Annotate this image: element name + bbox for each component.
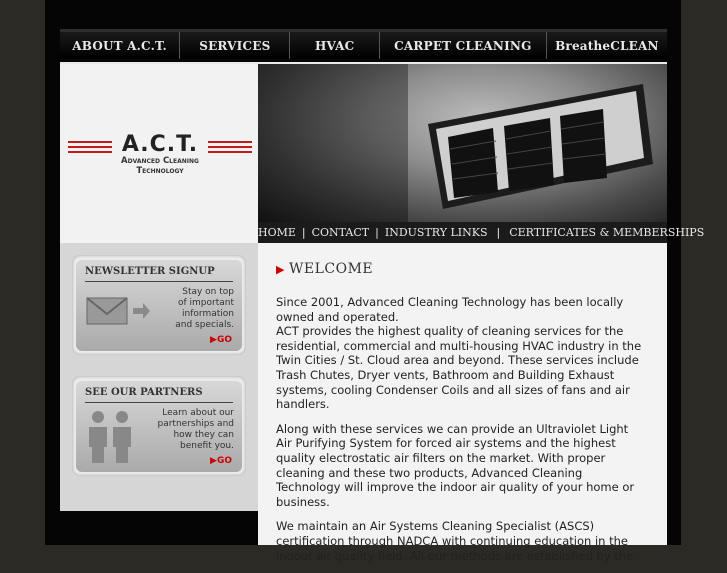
newsletter-go-button[interactable]: [210, 335, 232, 345]
logo-tagline-2: Technology: [136, 166, 184, 176]
nav-item-breatheclean[interactable]: BreatheCLEAN: [555, 38, 659, 53]
widget-text-line: benefit you.: [180, 441, 234, 451]
sub-nav: [258, 222, 705, 243]
logo-tagline-1: Advanced Cleaning: [121, 156, 199, 166]
widget-rule: [85, 281, 233, 282]
subnav-separator: |: [496, 226, 501, 239]
widget-title: NEWSLETTER SIGNUP: [85, 266, 215, 277]
widget-panel: [76, 381, 242, 472]
main-nav: [60, 29, 667, 59]
page-title: [276, 261, 373, 277]
widget-text-line: Learn about our: [162, 408, 234, 418]
nav-item-hvac[interactable]: HVAC: [290, 32, 379, 59]
nav-item-about[interactable]: ABOUT A.C.T.: [60, 32, 180, 59]
air-vent-graphic: [258, 64, 667, 222]
sidebar: [60, 243, 258, 511]
main-content: [258, 243, 667, 563]
partners-go-button[interactable]: [210, 456, 232, 466]
go-label: GO: [216, 456, 232, 466]
widget-text-line: of important: [178, 298, 234, 308]
widget-text-line: partnerships and: [157, 419, 234, 429]
hero-image: [258, 64, 667, 222]
play-arrow-icon: ▶: [210, 456, 217, 466]
envelope-icon: [85, 294, 151, 330]
widget-text-line: Stay on top: [182, 287, 234, 297]
people-icon: [85, 409, 137, 465]
widget-description: [134, 408, 234, 452]
widget-text-line: and specials.: [175, 320, 234, 330]
subnav-home[interactable]: HOME: [258, 226, 296, 239]
widget-title: SEE OUR PARTNERS: [85, 387, 203, 398]
nav-item-carpet-cleaning[interactable]: CARPET CLEANING: [380, 32, 547, 59]
widget-rule: [85, 402, 233, 403]
page-title-text: WELCOME: [288, 261, 374, 277]
paragraph: ACT provides the highest quality of cleaning services for the residential, commercial and multi-housing HVAC industry in the Twin Cities / St. Cloud area and beyond. These services include Trash Chutes, Dryer vents, Bathroom and Building Exhaust systems, cooling Condenser Coils and all sizes of fans and air handlers.: [276, 324, 642, 412]
subnav-separator: |: [375, 226, 379, 239]
widget-text-line: information: [182, 309, 234, 319]
play-arrow-icon: ▶: [210, 335, 217, 345]
subnav-separator: |: [301, 226, 306, 239]
subnav-certificates[interactable]: CERTIFICATES & MEMBERSHIPS: [509, 226, 705, 239]
nav-item-services[interactable]: SERVICES: [180, 32, 290, 59]
newsletter-signup-widget[interactable]: [72, 255, 246, 355]
logo-letters: A.C.T.: [121, 132, 199, 157]
subnav-contact[interactable]: CONTACT: [311, 226, 370, 239]
logo[interactable]: [66, 132, 254, 177]
widget-description: [154, 287, 234, 331]
play-arrow-icon: ▶: [276, 263, 285, 276]
body-text: [276, 295, 646, 573]
partners-widget[interactable]: [72, 376, 246, 476]
paragraph: Along with these services we can provide an Ultraviolet Light Air Purifying System for forced air systems and the highest quality electrostatic air filters on the market. With proper cleaning and these two products, Advanced Cleaning Technology will improve the indoor air quality of your home or business.: [276, 421, 635, 509]
subnav-industry-links[interactable]: INDUSTRY LINKS: [384, 226, 488, 239]
widget-text-line: how they can: [173, 430, 234, 440]
paragraph: We maintain an Air Systems Cleaning Specialist (ASCS) certification through NADCA with continuing education in the indoor air quality field. All our methods are established by the: [276, 519, 634, 563]
paragraph: Since 2001, Advanced Cleaning Technology has been locally owned and operated.: [276, 295, 624, 324]
logo-panel: [60, 64, 258, 243]
widget-panel: [76, 260, 242, 351]
go-label: GO: [216, 335, 232, 345]
